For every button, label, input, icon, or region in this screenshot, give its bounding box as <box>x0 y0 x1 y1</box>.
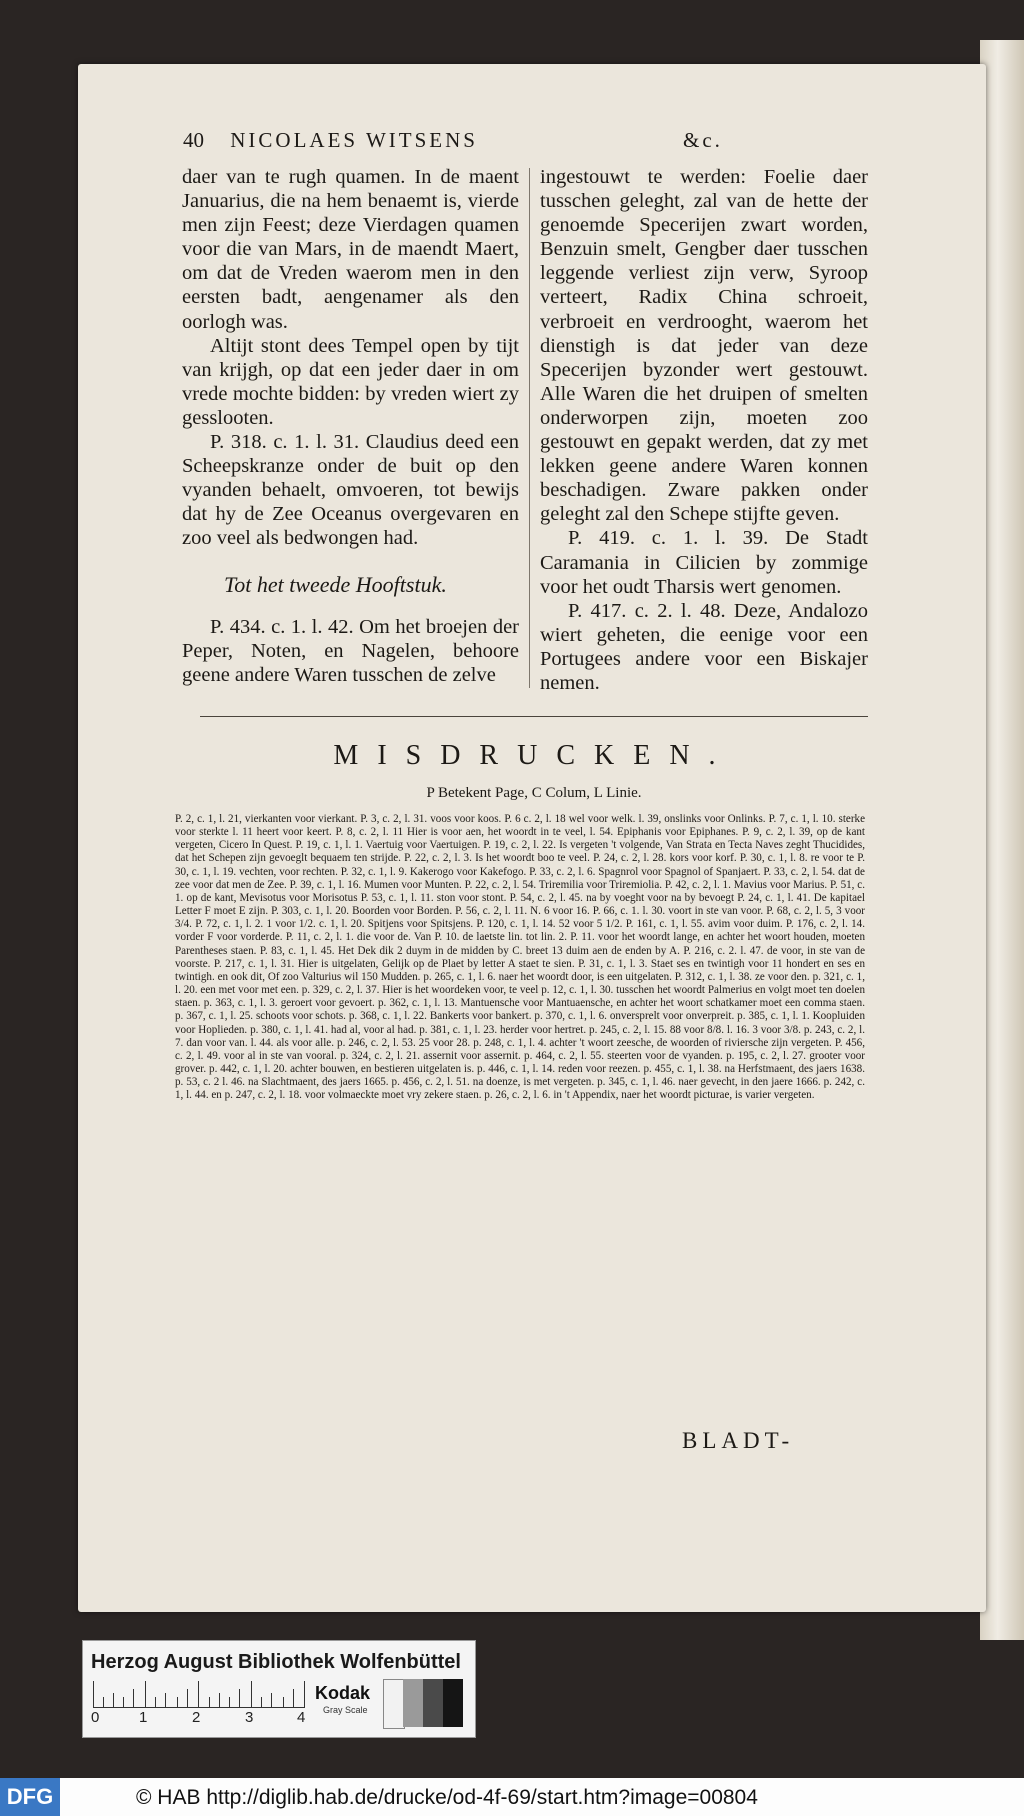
ruler-tick <box>187 1689 188 1707</box>
ruler-number: 2 <box>192 1709 201 1726</box>
ruler-number: 4 <box>297 1709 306 1726</box>
ruler-number: 1 <box>139 1709 148 1726</box>
left-paragraph-4: P. 434. c. 1. l. 42. Om het broejen der Peper, Noten, en Nagelen, behoore geene andere Waren tusschen de zelve <box>182 615 519 686</box>
column-divider <box>529 168 530 688</box>
right-paragraph-2: P. 419. c. 1. l. 39. De Stadt Caramania in Cilicien by zommige voor het oudt Tharsis wert genomen. <box>540 527 868 598</box>
gray-scale-label: Gray Scale <box>323 1705 368 1715</box>
left-column <box>182 165 519 687</box>
left-paragraph-3: P. 318. c. 1. l. 31. Claudius deed een Scheepskranze onder de buit op den vyanden behaelt, omvoeren, tot bewijs dat hy de Zee Oceanus overgevaren en zoo veel als bedwongen had. <box>182 431 519 550</box>
ruler-tick <box>198 1681 199 1707</box>
ruler-tick <box>103 1697 104 1707</box>
ruler-tick <box>177 1697 178 1707</box>
dfg-logo: DFG <box>0 1778 60 1816</box>
errata-legend: P Betekent Page, C Colum, L Linie. <box>426 785 642 801</box>
gray-patch <box>403 1679 423 1727</box>
ruler-tick <box>239 1689 240 1707</box>
ruler-tick <box>209 1697 210 1707</box>
ruler-tick <box>283 1697 284 1707</box>
ruler-tick <box>155 1697 156 1707</box>
library-slip <box>82 1640 476 1738</box>
right-paragraph-3: P. 417. c. 2. l. 48. Deze, Andalozo wiert geheten, die eenige voor een Portugees andere voor een Biskajer nemen. <box>540 599 868 694</box>
header-etc: &c. <box>683 128 723 152</box>
library-name: Herzog August Bibliothek Wolfenbüttel <box>91 1651 461 1673</box>
running-header <box>183 128 743 153</box>
ruler-tick <box>271 1693 272 1707</box>
chapter-heading: Tot het tweede Hooftstuk. <box>224 571 447 597</box>
errata-list: P. 2, c. 1, l. 21, vierkanten voor vierkant. P. 3, c. 2, l. 31. voos voor koos. P. 6 c. 2, l. 18 wel voor welk. l. 39, onslinks voor Onlinks. P. 7, c. 1, l. 10. sterke voor sterkte l. 11 heert voor keert. P. 8, c. 2, l. 11 Hier is voor aen, het woordt in te veel, l. 54. Epiphanis voor Epiphanes. P. 9, c. 2, l. 39, op de kant vergeten, Cicero In Quest. P. 19, c. 1, l. 1. Vaertuig voor Vaertuigen. P. 19, c. 2, l. 22. Is vergeten 't volgende, Van Strata en Tecta Naves zeght Thucidides, dat het Schepen zijn gevoeglt bequaem ten strijde. P. 22, c. 2, l. 3. Is het woordt boo te veel. P. 24, c. 2, l. 28. kors voor korf. P. 30, c. 1, l. 8. re voor te P. 30, c. 1, l. 19. vechten, voor rechten. P. 32, c. 1, l. 9. Kakerogo voor Kakefogo. P. 33, c. 2, l. 6. Spagnrol voor Spagnol of Spanjaert. P. 33, c. 2, l. 54. dat de zee voor dat men de Zee. P. 39, c. 1, l. 16. Mumen voor Munten. P. 22, c. 2, l. 54. Triremilia voor Triremiolia. P. 42, c. 2, l. 1. Mavius voor Marius. P. 51, c. 1. op de kant, Mevisotus voor Morisotus P. 53, c. 1, l. 11. ston voor stont. P. 54, c. 2, l. 45. na by voeght voor na by bevoegt P. 24, c. 1, l. 41. De kapitael Letter F moet E zijn. P. 303, c. 1, l. 20. Boorden voor Borden. P. 56, c. 2, l. 11. N. 6 voor 16. P. 66, c. 1. l. 30. voort in ste van voor. P. 68, c. 2, l. 5, 3 voor 3/4. P. 72, c. 1, l. 2. 1 voor 1/2. c. 1, l. 20. Spitjens voor Spitsjens. P. 120, c. 1, l. 14. 52 voor 5 1/2. P. 161, c. 1, l. 55. avim voor duim. P. 176, c. 2, l. 14. vorder F voor vorderde. P. 11, c. 2, l. 1. die voor de. Van P. 10. de laetste lin. tot lin. 2. P. 11. voor het woordt lange, en achter het woort houden, moeten Parentheses staen. P. 83, c. 1, l. 45. Het Dek dik 2 duym in de midden by C. breet 13 duim aen de enden by A. P. 216, c. 2. l. 47. de voor, in ste van de voorste. P. 217, c. 1, l. 31. Hier is uitgelaten, Gelijk op de Plaet by letter A staet te sien. P. 31, c. 1, l. 3. Staet ses en twintigh voor 11 hondert en ses en twintigh. en ook dit, Of zoo Valturius wil 150 Mudden. p. 265, c. 1, l. 6. naer het woordt door, is een uitgelaten. P. 312, c. 1, l. 38. ze voor den. p. 321, c. 1, l. 20. een met voor met een. p. 329, c. 2, l. 37. Hier is het woordeken voor, te veel p. 12, c. 1, l. 30. tusschen het woordt Palmerius en volgt moet ten doelen staen. p. 363, c. 1, l. 3. geroert voor gevoert. p. 362, c. 1, l. 13. Mantuensche voor Mantuaensche, en achter het woort schatkamer moet een comma staen. p. 367, c. 1, l. 25. schoots voor schots. p. 368, c. 1, l. 22. Bankerts voor bankert. p. 370, c. 1, l. 6. onversprelt voor onverpreit. p. 385, c. 1, l. 1. Koopluiden voor Hoplieden. p. 380, c. 1, l. 41. had al, voor al had. p. 381, c. 1, l. 23. herder voor hertret. p. 245, c. 2, l. 15. 88 voor 8/8. l. 16. 3 voor 3/8. p. 243, c. 2, l. 7. dan voor van. l. 44. als voor alle. p. 246, c. 2, l. 53. 25 voor 28. p. 248, c. 1, l. 4. achter 't woort zeesche, de woorden of riviersche zijn vergeten. P. 456, c. 2, l. 49. voor al in ste van vooral. p. 324, c. 2, l. 21. assernit voor assernit. p. 464, c. 2, l. 55. steerten voor de vyanden. p. 195, c. 2, l. 27. grooter voor grover. p. 442, c. 1, l. 20. achter bouwen, en bestieren uitgelaten is. p. 446, c. 1, l. 14. reden voor reezen. p. 455, c. 1, l. 38. na Herfstmaent, des jaers 1638. p. 53, c. 2 l. 46. na Slachtmaent, des jaers 1665. p. 456, c. 2, l. 51. na doenze, is met vergeten. p. 345, c. 1, l. 46. naer gevecht, in den jaere 1666. p. 242, c. 1, l. 44. en p. 247, c. 2, l. 18. voor volmaeckte moet vry zekere staen. p. 26, c. 2, l. 6. in 't Appendix, naer het woordt picturae, is varier vergeten. <box>175 813 865 1102</box>
ruler-tick <box>123 1697 124 1707</box>
ruler-tick <box>165 1693 166 1707</box>
ruler-tick <box>145 1681 146 1707</box>
left-paragraph-1: daer van te rugh quamen. In de maent Januarius, die na hem benaemt is, vierde men zijn Feest; deze Vierdagen quamen voor die van Mars, in de maendt Maert, om dat de Vreden waerom men in den eersten badt, aengenamer als den oorlogh was. <box>182 166 519 333</box>
ruler-tick <box>133 1689 134 1707</box>
section-rule <box>200 716 868 717</box>
ruler-tick <box>93 1681 94 1707</box>
errata-title: MISDRUCKEN. <box>333 740 735 771</box>
gray-patch <box>443 1679 463 1727</box>
page-number: 40 <box>183 128 204 152</box>
gray-patch <box>383 1679 405 1729</box>
gray-patch <box>423 1679 443 1727</box>
header-title: NICOLAES WITSENS <box>230 128 478 152</box>
ruler-tick <box>219 1693 220 1707</box>
ruler-tick <box>261 1697 262 1707</box>
right-column <box>540 165 868 695</box>
ruler-tick <box>293 1689 294 1707</box>
catchword: BLADT- <box>682 1428 795 1453</box>
right-paragraph-1: ingestouwt te werden: Foelie daer tusschen geleght, zal van de hette der genoemde Specerijen zwart worden, Benzuin smelt, Gengber daer tusschen leggende verliest zijn verw, Syroop verteert, Radix China schroeit, verbroeit en verdrooght, waerom het dienstigh is dat jeder van deze Specerijen byzonder wert gestouwt. Alle Waren die het druipen of smelten onderworpen zijn, moeten zoo gestouwt en gepakt werden, dat zy met lekken geene andere Waren konnen beschadigen. Zware pakken onder geleght zal den Schepe stijfte geven. <box>540 166 868 526</box>
ruler-tick <box>113 1693 114 1707</box>
footer-url[interactable]: © HAB http://diglib.hab.de/drucke/od-4f-69/start.htm?image=00804 <box>136 1786 758 1809</box>
kodak-logo: Kodak <box>315 1683 371 1703</box>
ruler-scale <box>93 1681 305 1708</box>
ruler-tick <box>251 1681 252 1707</box>
left-paragraph-2: Altijt stont dees Tempel open by tijt van krijgh, op dat een jeder daer in om vrede mochte bidden: by vreden wiert zy gesslooten. <box>182 334 519 429</box>
ruler-number: 0 <box>91 1709 100 1726</box>
ruler-tick <box>229 1697 230 1707</box>
ruler-tick <box>304 1681 305 1707</box>
page-edge <box>980 40 1024 1640</box>
ruler-number: 3 <box>245 1709 254 1726</box>
